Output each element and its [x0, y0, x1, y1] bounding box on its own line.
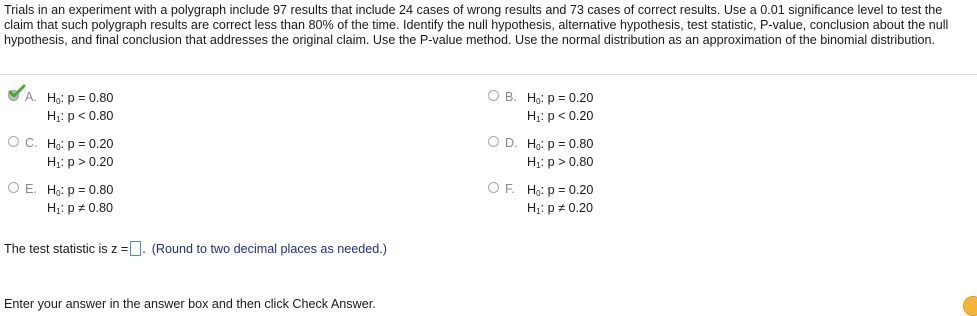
null-hypothesis: $H_0$: p = 0.80: [47, 183, 114, 198]
radio-icon: [488, 90, 499, 101]
answer-suffix: .: [142, 241, 146, 256]
option-letter: E.: [25, 182, 37, 196]
hypotheses: [527, 181, 593, 217]
option-letter: F.: [505, 182, 515, 196]
hypotheses: [47, 135, 113, 171]
option-b[interactable]: [486, 89, 593, 125]
option-letter: C.: [25, 136, 38, 150]
radio-icon: [488, 182, 499, 193]
radio-icon: [8, 182, 19, 193]
alternative-hypothesis: $H_1$: p < 0.80: [47, 109, 114, 124]
radio-button-d[interactable]: [486, 135, 502, 151]
radio-button-c[interactable]: [6, 135, 22, 151]
option-letter: B.: [505, 90, 517, 104]
radio-icon: [8, 136, 19, 147]
null-hypothesis: $H_0$: p = 0.80: [527, 137, 594, 152]
option-f[interactable]: [486, 181, 593, 217]
hypotheses: [527, 89, 593, 125]
alternative-hypothesis: $H_1$: p ≠ 0.80: [47, 201, 113, 216]
alternative-hypothesis: $H_1$: p < 0.20: [527, 109, 594, 124]
radio-button-e[interactable]: [6, 181, 22, 197]
hypotheses: [527, 135, 593, 171]
test-statistic-row: [4, 241, 387, 256]
null-hypothesis: $H_0$: p = 0.20: [527, 183, 594, 198]
alternative-hypothesis: $H_1$: p > 0.80: [527, 155, 594, 170]
help-circle-icon[interactable]: [963, 296, 977, 316]
radio-button-a[interactable]: [6, 89, 22, 105]
option-a[interactable]: [6, 89, 113, 125]
option-e[interactable]: [6, 181, 113, 217]
option-d[interactable]: [486, 135, 593, 171]
alternative-hypothesis: $H_1$: p ≠ 0.20: [527, 201, 593, 216]
null-hypothesis: $H_0$: p = 0.20: [47, 137, 114, 152]
green-checkmark-icon: [8, 84, 26, 100]
test-statistic-label: The test statistic is z =: [4, 241, 129, 256]
option-letter: A.: [25, 90, 37, 104]
rounding-hint: (Round to two decimal places as needed.): [151, 241, 387, 256]
option-letter: D.: [505, 136, 518, 150]
radio-icon: [488, 136, 499, 147]
null-hypothesis: $H_0$: p = 0.80: [47, 91, 114, 106]
hypotheses: [47, 89, 113, 125]
radio-button-f[interactable]: [486, 181, 502, 197]
test-statistic-input[interactable]: [130, 241, 141, 256]
option-c[interactable]: [6, 135, 113, 171]
hypotheses: [47, 181, 113, 217]
alternative-hypothesis: $H_1$: p > 0.20: [47, 155, 114, 170]
null-hypothesis: $H_0$: p = 0.20: [527, 91, 594, 106]
question-text: Trials in an experiment with a polygraph include 97 results that include 24 cases of wrong results and 73 cases of correct results. Use a 0.01 significance level to test the claim that such polygraph results are correct less than 80% of the time. Identify the null hypothesis, alternative hypothesis, test statistic, P-value, conclusion about the null hypothesis, and final conclusion that addresses the original claim. Use the P-value method. Use the normal distribution as an approximation of the binomial distribution.: [4, 3, 949, 48]
instruction-text: Enter your answer in the answer box and then click Check Answer.: [4, 297, 376, 311]
divider: [0, 74, 977, 75]
radio-button-b[interactable]: [486, 89, 502, 105]
